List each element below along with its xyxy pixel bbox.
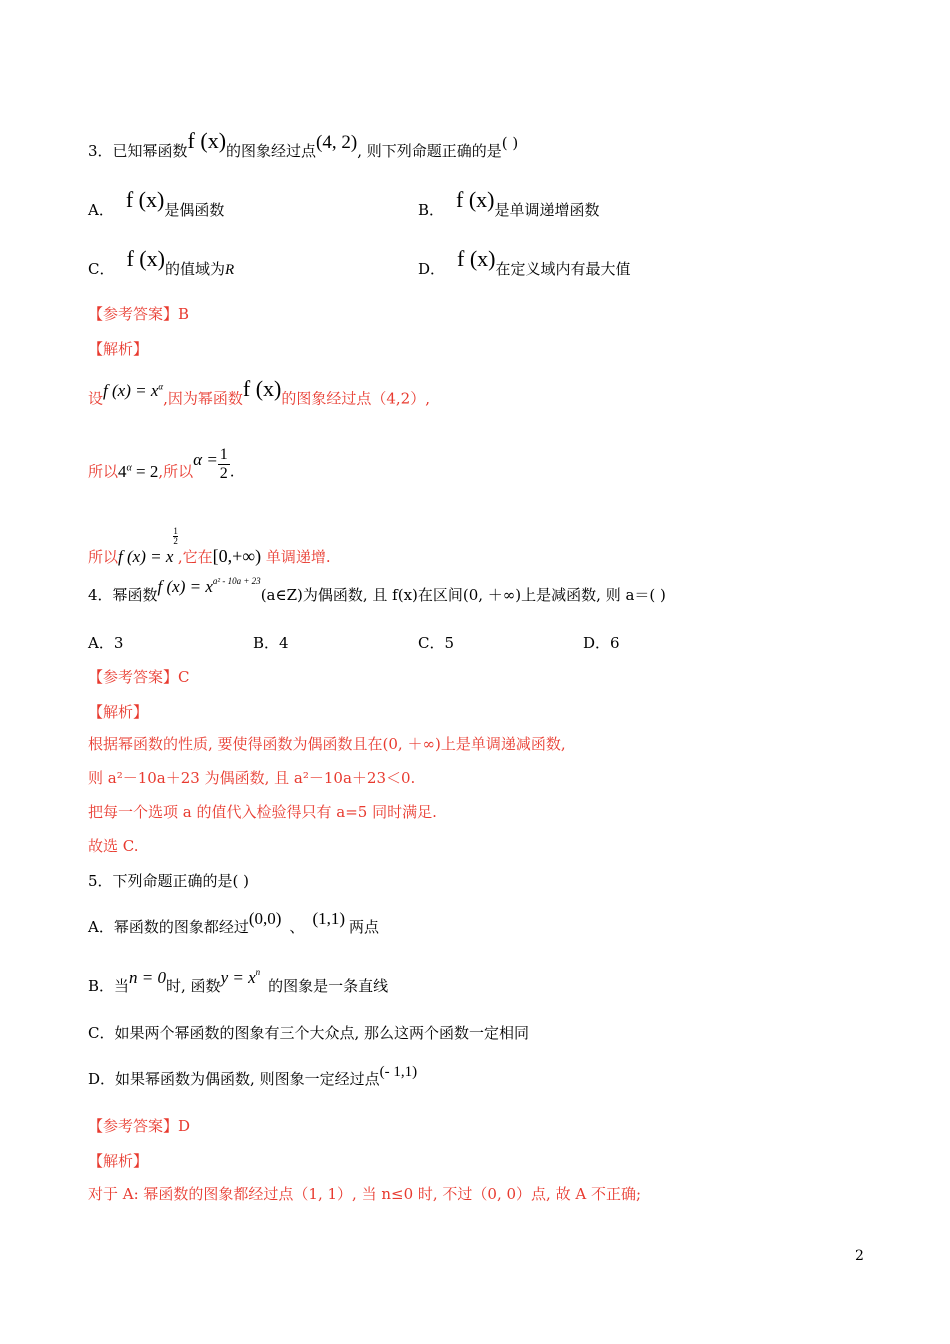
a3-line-3: 所以f (x) = x $\frac{1}{2}$ ,它在[0,+∞) 单调递增.: [88, 526, 331, 566]
q4-option-a: A．3: [88, 634, 124, 652]
a4-line-4: 故选 C.: [88, 837, 139, 855]
q3-stem: [88, 128, 519, 162]
q5-option-c: C．如果两个幂函数的图象有三个大众点, 那么这两个函数一定相同: [88, 1024, 530, 1042]
q5-option-a: A．幂函数的图象都经过(0,0) 、 (1,1) 两点: [88, 909, 380, 936]
page-number: 2: [855, 1248, 864, 1264]
a4-line-2: 则 a²－10a＋23 为偶函数, 且 a²－10a＋23＜0.: [88, 769, 416, 787]
q4-stem: 4．幂函数f $(x) = x^{a^2 - 10a + 23}(a\in Z)$为偶函数, 且 f(x)在区间(0, ＋∞)上是减函数, 则 a＝( ): [88, 576, 666, 604]
q5-option-b: B．当n = 0时, 函数$y = x^n$的图象是一条直线: [88, 967, 389, 995]
a3-answer: 【参考答案】B: [88, 305, 190, 323]
q5-option-d: D．如果幂函数为偶函数, 则图象一定经过点(- 1,1): [88, 1064, 418, 1088]
q3-option-b: B． f (x)是单调递增函数: [418, 187, 600, 219]
a5-answer: 【参考答案】D: [88, 1117, 191, 1135]
q3-fx: f (x): [187, 128, 227, 153]
q4-option-c: C．5: [418, 634, 455, 652]
q3-stem-text-c: , 则下列命题正确的是: [357, 142, 502, 160]
q3-point: (4, 2): [316, 132, 358, 153]
q3-stem-text-a: 3．已知幂函数: [88, 142, 188, 160]
q3-blank: ( ): [501, 134, 519, 152]
a3-analysis-heading: 【解析】: [88, 340, 149, 358]
q3-stem-text-b: 的图象经过点: [226, 142, 317, 160]
a3-line-1: 设f $(x) = x^\alpha$,因为幂函数f (x)的图象经过点（4,2）,: [88, 375, 430, 408]
a4-analysis-heading: 【解析】: [88, 703, 149, 721]
q4-option-b: B．4: [253, 634, 289, 652]
q3-option-a: A． f (x)是偶函数: [88, 187, 225, 219]
a3-line-2: 所以$4^\alpha = 2$,所以α = $\frac{1}{2}$ .: [88, 446, 235, 483]
a5-line-1: 对于 A: 幂函数的图象都经过点（1, 1）, 当 n≤0 时, 不过（0, 0）点, 故 A 不正确;: [88, 1185, 642, 1203]
a4-answer: 【参考答案】C: [88, 668, 190, 686]
q3-option-c: C． f (x)的值域为R: [88, 246, 235, 278]
a5-analysis-heading: 【解析】: [88, 1152, 149, 1170]
a4-line-1: 根据幂函数的性质, 要使得函数为偶函数且在(0, ＋∞)上是单调递减函数,: [88, 735, 566, 753]
q3-option-d: D． f (x)在定义域内有最大值: [418, 246, 631, 278]
a4-line-3: 把每一个选项 a 的值代入检验得只有 a=5 同时满足.: [88, 803, 437, 821]
q4-option-d: D．6: [583, 634, 620, 652]
q5-stem: 5．下列命题正确的是( ): [88, 872, 250, 890]
